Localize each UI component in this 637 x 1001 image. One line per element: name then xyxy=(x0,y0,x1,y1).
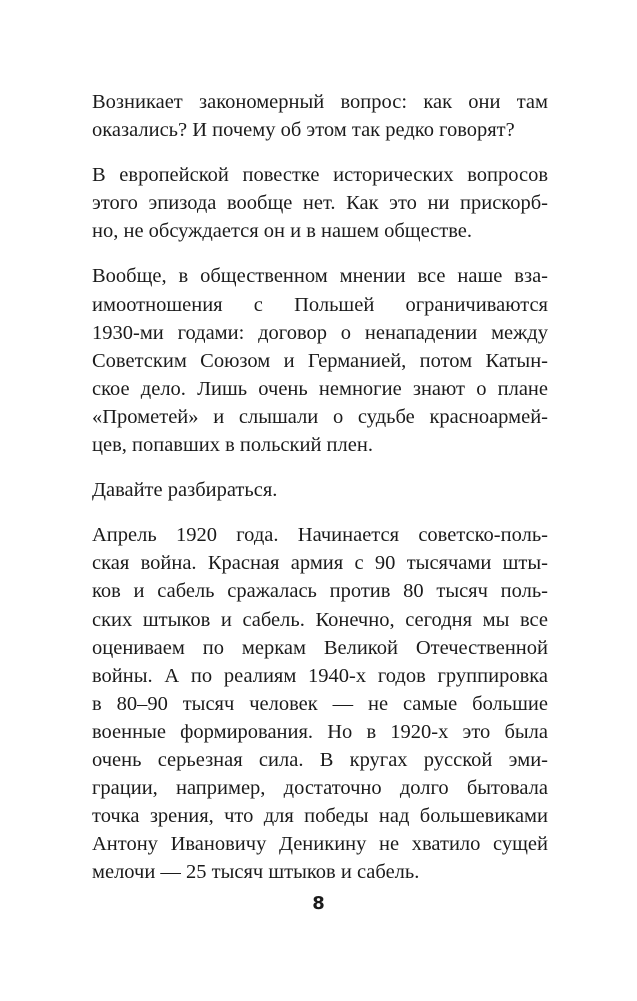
text-line: Возникает закономерный вопрос: как они там xyxy=(92,91,548,113)
paragraph-3 xyxy=(92,262,548,459)
text-line: очень серьезная сила. В кругах русской эми- xyxy=(92,748,548,771)
paragraph-2 xyxy=(92,161,548,245)
text-line: в 80–90 тысяч человек — не самые большие xyxy=(92,692,548,715)
text-line: ских штыков и сабель. Конечно, сегодня мы все xyxy=(92,608,548,631)
text-line: точка зрения, что для победы над большевиками xyxy=(92,805,548,828)
text-line: цев, попавших в польский плен. xyxy=(92,434,373,457)
text-line: ское дело. Лишь очень немногие знают о плане xyxy=(92,377,548,400)
text-line: В европейской повестке исторических вопросов xyxy=(92,164,548,187)
page-number: 8 xyxy=(312,893,325,914)
text-line: грации, например, достаточно долго бытовала xyxy=(92,777,548,800)
text-line: но, не обсуждается он и в нашем обществе. xyxy=(92,220,473,243)
paragraph-5 xyxy=(92,521,548,886)
text-line: Антону Ивановичу Деникину не хватило сущей xyxy=(92,833,548,856)
text-line: этого эпизода вообще нет. Как это ни прискорб- xyxy=(92,192,548,215)
text-line: Вообще, в общественном мнении все наше вза- xyxy=(92,265,548,288)
body-text xyxy=(92,88,548,903)
paragraph-4 xyxy=(92,476,548,504)
text-line: 1930-ми годами: договор о ненападении между xyxy=(92,321,548,344)
text-line: мелочи — 25 тысяч штыков и сабель. xyxy=(92,861,420,884)
text-line: Советским Союзом и Германией, потом Катын- xyxy=(92,349,548,372)
text-line: оцениваем по меркам Великой Отечественной xyxy=(92,636,548,659)
paragraph-1 xyxy=(92,88,548,144)
text-line: военные формирования. Но в 1920-х это была xyxy=(92,720,548,743)
text-line: оказались? И почему об этом так редко говорят? xyxy=(92,119,515,142)
text-line: ская война. Красная армия с 90 тысячами шты- xyxy=(92,552,548,575)
text-line: Апрель 1920 года. Начинается советско-поль- xyxy=(92,524,548,547)
text-line: войны. А по реалиям 1940-х годов группировка xyxy=(92,664,548,687)
text-line: «Прометей» и слышали о судьбе красноармей- xyxy=(92,405,548,428)
text-line: имоотношения с Польшей ограничиваются xyxy=(92,293,548,316)
text-line: ков и сабель сражалась против 80 тысяч поль- xyxy=(92,580,548,603)
text-line: Давайте разбираться. xyxy=(92,479,278,502)
